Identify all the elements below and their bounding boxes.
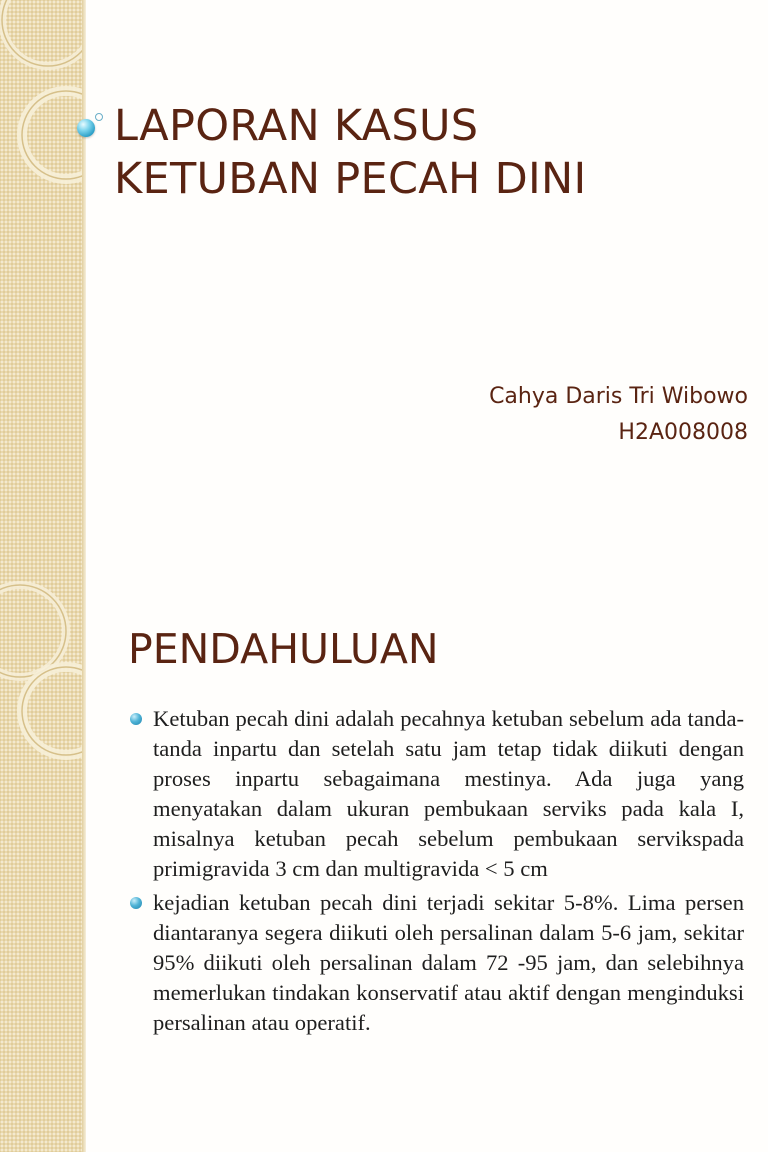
decorative-sidebar — [0, 0, 82, 576]
student-id: H2A008008 — [618, 420, 748, 445]
title-line-1: LAPORAN KASUS — [114, 101, 479, 151]
decorative-circles — [0, 576, 86, 1152]
bullet-text: kejadian ketuban pecah dini terjadi sekitar 5-8%. Lima persen diantaranya segera diikuti oleh persalinan dalam 5-6 jam, sekitar 95% diikuti oleh persalinan dalam 72 -95 jam, dan selebihnya memerlukan tindakan konservatif atau aktif dengan menginduksi persalinan atau operatif. — [153, 890, 744, 1035]
sidebar-edge — [82, 576, 86, 1152]
slide-title — [114, 100, 754, 206]
ring-icon — [95, 113, 103, 121]
list-item — [130, 704, 744, 884]
bullet-text: Ketuban pecah dini adalah pecahnya ketuban sebelum ada tanda-tanda inpartu dan setelah satu jam tetap tidak diikuti dengan proses inpartu sebagaimana mestinya. Ada juga yang menyatakan dalam ukuran pembukaan serviks pada kala I, misalnya ketuban pecah sebelum pembukaan servikspada primigravida 3 cm dan multigravida < 5 cm — [153, 706, 744, 881]
list-item — [130, 888, 744, 1038]
sidebar-edge — [82, 0, 86, 576]
slide-subtitle — [489, 379, 748, 451]
bullet-list — [130, 704, 744, 1042]
bullet-icon — [130, 713, 142, 725]
section-title: PENDAHULUAN — [128, 625, 439, 673]
decorative-sidebar — [0, 576, 82, 1152]
decorative-circles — [0, 0, 86, 576]
title-line-2: KETUBAN PECAH DINI — [114, 154, 587, 204]
bullet-icon — [130, 897, 142, 909]
author-name: Cahya Daris Tri Wibowo — [489, 384, 748, 409]
orb-icon — [77, 119, 95, 137]
